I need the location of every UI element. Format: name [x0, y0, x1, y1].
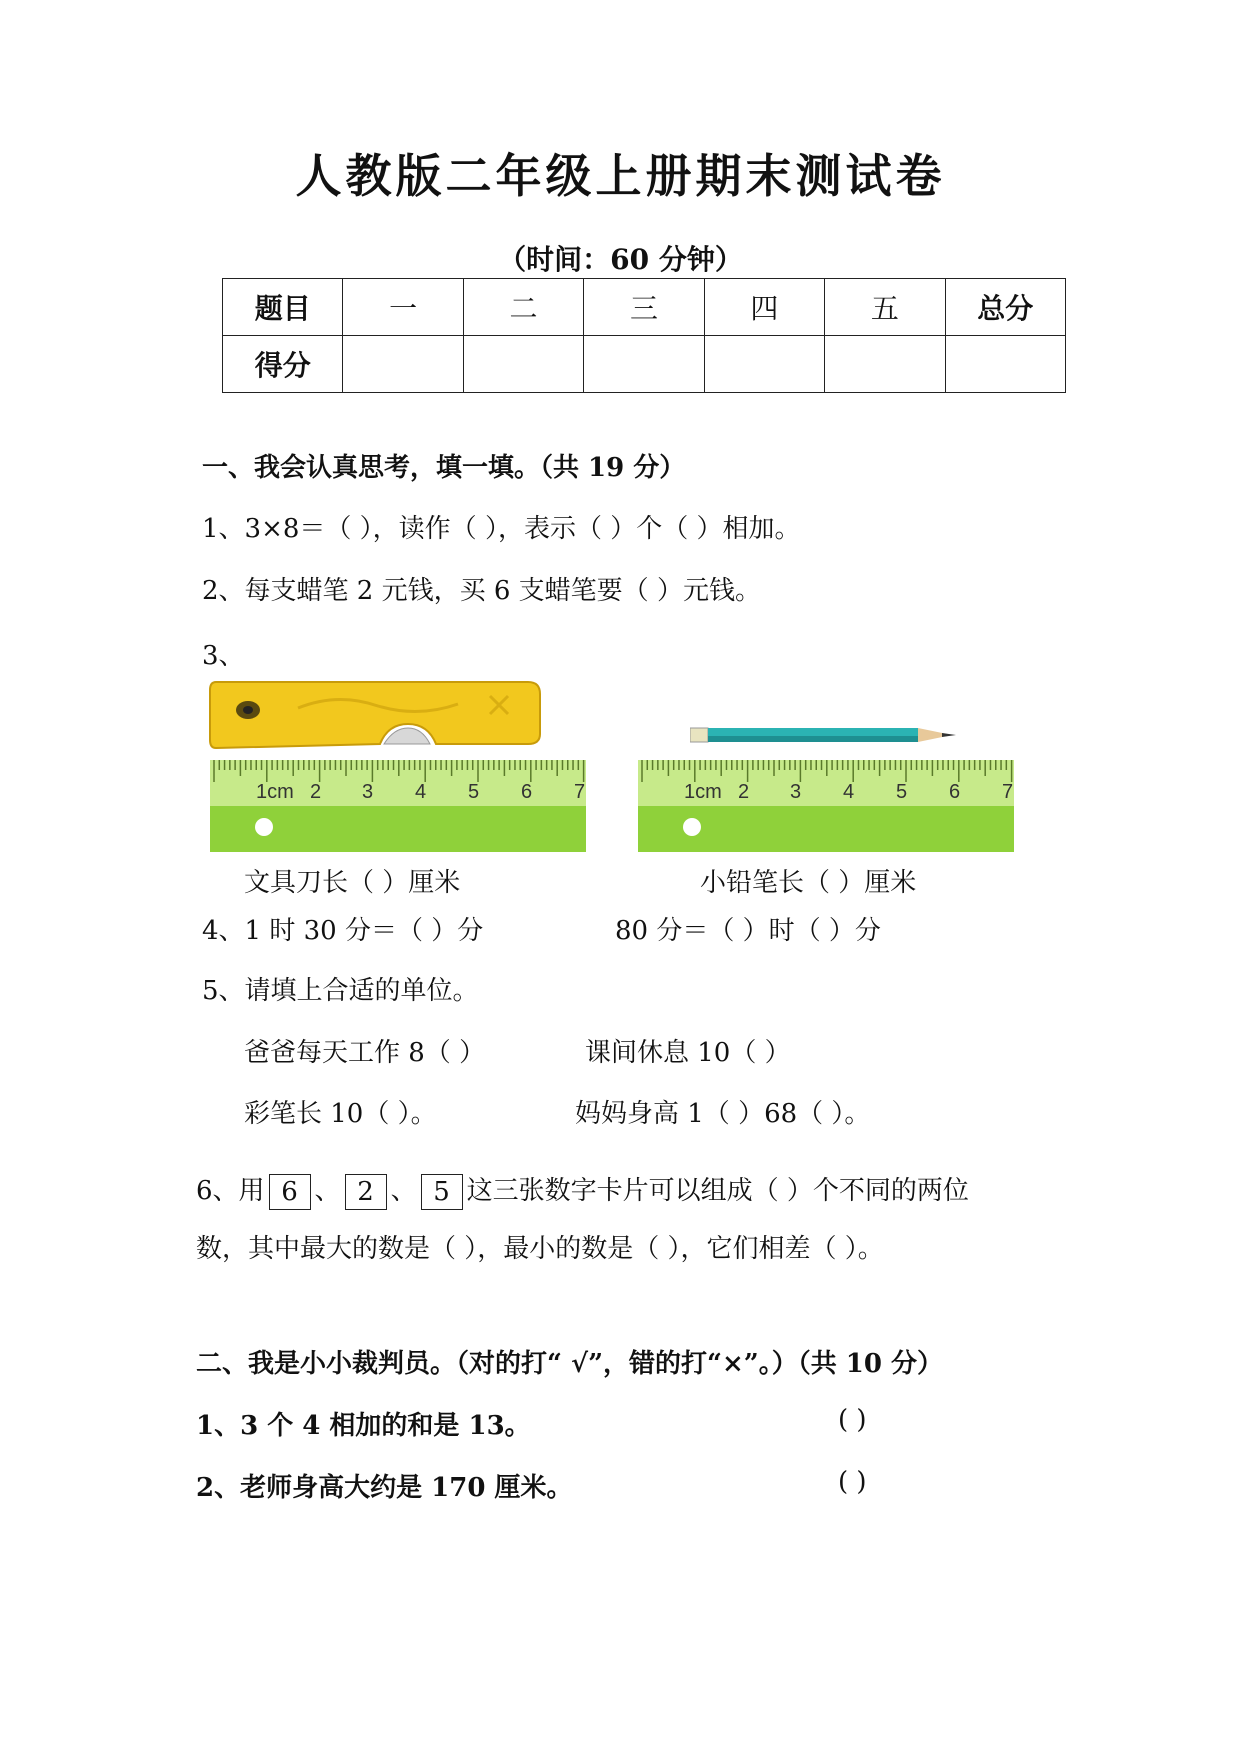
ruler-tick-label: 6	[521, 781, 533, 803]
ruler-right	[638, 760, 1014, 852]
question-1-3-label: 3、	[202, 641, 245, 671]
score-row-label: 得分	[223, 336, 343, 393]
question-2-2: 2、老师身高大约是 170 厘米。	[196, 1473, 573, 1503]
ruler-tick-label: 6	[949, 781, 961, 803]
score-header-cell: 三	[584, 279, 704, 336]
question-1-1: 1、3×8＝（ ），读作（ ），表示（ ）个（ ）相加。	[202, 514, 801, 544]
score-blank-cell[interactable]	[463, 336, 583, 393]
q6-separator: 、	[314, 1176, 341, 1206]
ruler-tick-label: 1cm	[684, 781, 722, 803]
ruler-tick-label: 2	[310, 781, 322, 803]
pencil-image	[690, 724, 965, 748]
ruler-tick-label: 1cm	[256, 781, 294, 803]
q6-separator: 、	[390, 1176, 417, 1206]
ruler-tick-label: 5	[896, 781, 908, 803]
score-table-score-row	[223, 336, 1066, 393]
pencil-length-caption: 小铅笔长（ ）厘米	[700, 868, 917, 898]
number-card-5: 5	[421, 1174, 463, 1210]
ruler-tick-label: 2	[738, 781, 750, 803]
section1-heading: 一、我会认真思考，填一填。（共 19 分）	[202, 453, 686, 483]
score-blank-cell[interactable]	[825, 336, 945, 393]
question-2-2-answer-blank[interactable]: ( )	[838, 1467, 867, 1497]
question-1-5-b: 课间休息 10（ ）	[585, 1038, 791, 1068]
score-header-cell: 二	[463, 279, 583, 336]
ruler-tick-label: 3	[790, 781, 802, 803]
utility-knife-image	[208, 678, 548, 754]
score-table-header-row	[223, 279, 1066, 336]
score-header-cell: 四	[704, 279, 824, 336]
score-header-cell: 总分	[945, 279, 1065, 336]
knife-length-caption: 文具刀长（ ）厘米	[244, 868, 461, 898]
number-card-6: 6	[269, 1174, 311, 1210]
ruler-tick-label: 7	[574, 781, 586, 803]
ruler-tick-label: 4	[843, 781, 855, 803]
question-1-4-left: 4、1 时 30 分＝（ ）分	[202, 916, 484, 946]
question-1-5: 5、请填上合适的单位。	[202, 976, 479, 1006]
score-blank-cell[interactable]	[704, 336, 824, 393]
question-1-6-line2: 数，其中最大的数是（ ），最小的数是（ ），它们相差（ ）。	[196, 1234, 884, 1264]
question-1-5-d: 妈妈身高 1（ ）68（ ）。	[575, 1099, 871, 1129]
section2-heading: 二、我是小小裁判员。（对的打“ √”，错的打“×”。）（共 10 分）	[196, 1349, 944, 1379]
question-1-5-a: 爸爸每天工作 8（ ）	[244, 1038, 486, 1068]
question-1-6-line1	[196, 1170, 969, 1210]
question-1-2: 2、每支蜡笔 2 元钱，买 6 支蜡笔要（ ）元钱。	[202, 576, 761, 606]
ruler-tick-label: 7	[1002, 781, 1014, 803]
page-title: 人教版二年级上册期末测试卷	[295, 149, 946, 203]
q6-suffix: 这三张数字卡片可以组成（ ）个不同的两位	[466, 1176, 969, 1206]
score-blank-cell[interactable]	[945, 336, 1065, 393]
score-blank-cell[interactable]	[584, 336, 704, 393]
ruler-tick-label: 4	[415, 781, 427, 803]
question-1-5-c: 彩笔长 10（ ）。	[244, 1099, 437, 1129]
question-2-1-answer-blank[interactable]: ( )	[838, 1405, 867, 1435]
ruler-left	[210, 760, 586, 852]
ruler-tick-label: 5	[468, 781, 480, 803]
number-card-2: 2	[345, 1174, 387, 1210]
score-header-cell: 一	[343, 279, 463, 336]
score-table	[222, 278, 1066, 393]
score-header-cell: 题目	[223, 279, 343, 336]
question-2-1: 1、3 个 4 相加的和是 13。	[196, 1411, 531, 1441]
exam-duration: （时间：60 分钟）	[498, 243, 743, 276]
q6-prefix: 6、用	[196, 1176, 265, 1206]
score-header-cell: 五	[825, 279, 945, 336]
ruler-tick-label: 3	[362, 781, 374, 803]
score-blank-cell[interactable]	[343, 336, 463, 393]
question-1-4-right: 80 分＝（ ）时（ ）分	[615, 916, 881, 946]
